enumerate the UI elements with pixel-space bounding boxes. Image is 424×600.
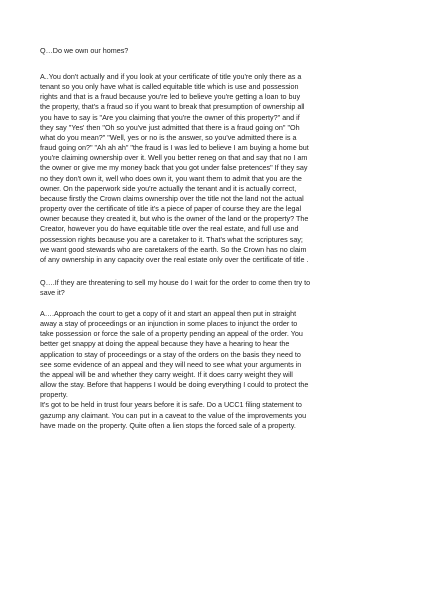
- answer-1-line: of any ownership in any capacity over the real estate only over the certificate of title .: [40, 254, 309, 264]
- answer-1-line: owner because they created it, but who is the owner of the land or the property? The: [40, 214, 309, 224]
- answer-1-line: no they don't own it, well who does own it, you want them to admit that you are the: [40, 173, 302, 183]
- answer-1-line: you have to say is "Are you claiming that you're the owner of this property?" and if: [40, 112, 300, 122]
- answer-2-line: see some evidence of an appeal and they will need to see what your arguments in: [40, 359, 302, 369]
- answer-1-line: the owner or give me my money back that you got under false pretences" If they say: [40, 163, 308, 173]
- question-2: [40, 278, 310, 298]
- answer-2-line: application to stay of proceedings or a stay of the orders on the basis they need to: [40, 349, 301, 359]
- answer-2-line: better get snappy at doing the appeal because they have a hearing to hear the: [40, 339, 290, 349]
- question-2-line: Q….If they are threatening to sell my house do I wait for the order to come then try to: [40, 278, 311, 287]
- answer-1-line: you're claiming ownership over it. Well you better reneg on that and say that no I am: [40, 153, 308, 163]
- answer-1-line: they say "Yes' then "Oh so you've just admitted that there is a fraud going on" "Oh: [40, 122, 300, 132]
- answer-1-line: Creator, however you do have equitable title over the real estate, and full use and: [40, 224, 299, 234]
- answer-2-line: the appeal will be and whether they carry weight. If it does carry weight they will: [40, 369, 293, 379]
- answer-1-line: rights and that is a fraud because you're led to believe you're getting a loan to buy: [40, 92, 301, 102]
- answer-1-line: what do you mean?" "Well, yes or no is the answer, so you've admitted there is a: [40, 132, 297, 142]
- question-1: Q…Do we own our homes?: [40, 46, 129, 55]
- answer-2-line: gazump any claimant. You can put in a caveat to the value of the improvements you: [40, 410, 307, 420]
- answer-2-line: A….Approach the court to get a copy of it and start an appeal then put in straight: [40, 309, 297, 318]
- answer-2-line: allow the stay. Before that happens I would be doing everything I could to protect the: [40, 380, 309, 390]
- answer-1-line: property over the certificate of title it's a piece of paper of course they are the legal: [40, 204, 302, 214]
- answer-1-line: tenant so you only have what is called equitable title which is use and possession: [40, 82, 299, 92]
- answer-1-line: owner. On the paperwork side you're actually the tenant and it is actually correct,: [40, 183, 297, 193]
- answer-2-line: have made on the property. Quite often a lien stops the forced sale of a property.: [40, 420, 296, 430]
- question-2-line: save it?: [40, 288, 65, 298]
- answer-1-line: A..You don't actually and if you look at your certificate of title you're only there as a: [40, 72, 302, 81]
- answer-1: [40, 72, 309, 265]
- answer-2-line: It's got to be held in trust four years before it is safe. Do a UCC1 filing statement to: [40, 400, 302, 410]
- answer-2: [40, 309, 308, 431]
- answer-2-line: take possession or force the sale of a property pending an appeal of the order. You: [40, 329, 303, 339]
- answer-1-line: the property, that's a fraud so if you want to break that presumption of ownership all: [40, 102, 305, 112]
- answer-1-line: we want good stewards who are caretakers of the earth. So the Crown has no claim: [40, 244, 307, 254]
- answer-1-line: possession rights because you are a caretaker to it. That's what the scriptures say;: [40, 234, 303, 244]
- answer-2-line: property.: [40, 390, 68, 400]
- answer-1-line: because firstly the Crown claims ownership over the title not the land not the actual: [40, 193, 304, 203]
- answer-2-line: away a stay of proceedings or an injunction in some places to injunct the order to: [40, 319, 298, 329]
- answer-1-line: fraud going on?" "Ah ah ah" "the fraud is I was led to believe I am buying a home but: [40, 143, 309, 153]
